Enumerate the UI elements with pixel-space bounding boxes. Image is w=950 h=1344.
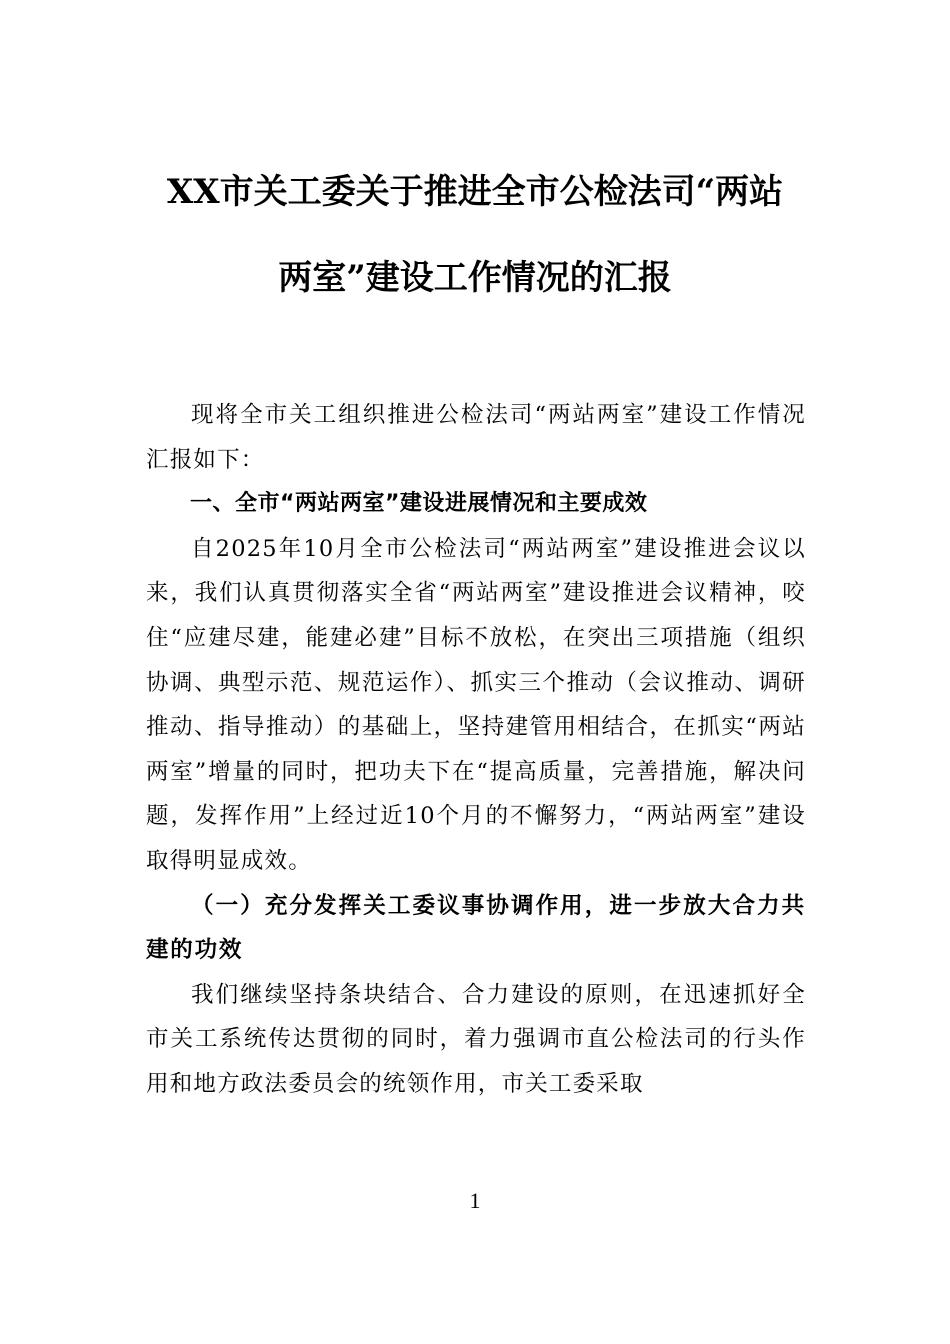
section-heading-1: 一、全市“两站两室”建设进展情况和主要成效 — [190, 491, 648, 517]
page-number: 1 — [469, 1188, 481, 1213]
document-title — [120, 170, 830, 300]
intro-paragraph: 现将全市关工组织推进公检法司“两站两室”建设工作情况汇报如下： — [146, 402, 806, 473]
subsection-heading-1: （一）充分发挥关工委议事协调作用，进一步放大合力共建的功效 — [146, 892, 806, 964]
body-paragraph-cooperation: 我们继续坚持条块结合、合力建设的原则，在迅速抓好全市关工系统传达贯彻的同时，着力强调市直公检法司的行头作用和地方政法委员会的统领作用，市关工委采取 — [146, 981, 806, 1097]
body-paragraph-progress: 自2025年10月全市公检法司“两站两室”建设推进会议以来，我们认真贯彻落实全省“两站两室”建设推进会议精神，咬住“应建尽建，能建必建”目标不放松，在突出三项措施（组织协调、典型示范、规范运作）、抓实三个推动（会议推动、调研推动、指导推动）的基础上，坚持建管用相结合，在抓实“两站两室”增量的同时，把功夫下在“提高质量，完善措施，解决问题，发挥作用”上经过近10个月的不懈努力，“两站两室”建设取得明显成效。 — [146, 535, 806, 874]
title-line-2: 两室”建设工作情况的汇报 — [278, 258, 672, 298]
document-body — [146, 393, 806, 1107]
title-line-1: XX市关工委关于推进全市公检法司“两站 — [166, 172, 784, 212]
